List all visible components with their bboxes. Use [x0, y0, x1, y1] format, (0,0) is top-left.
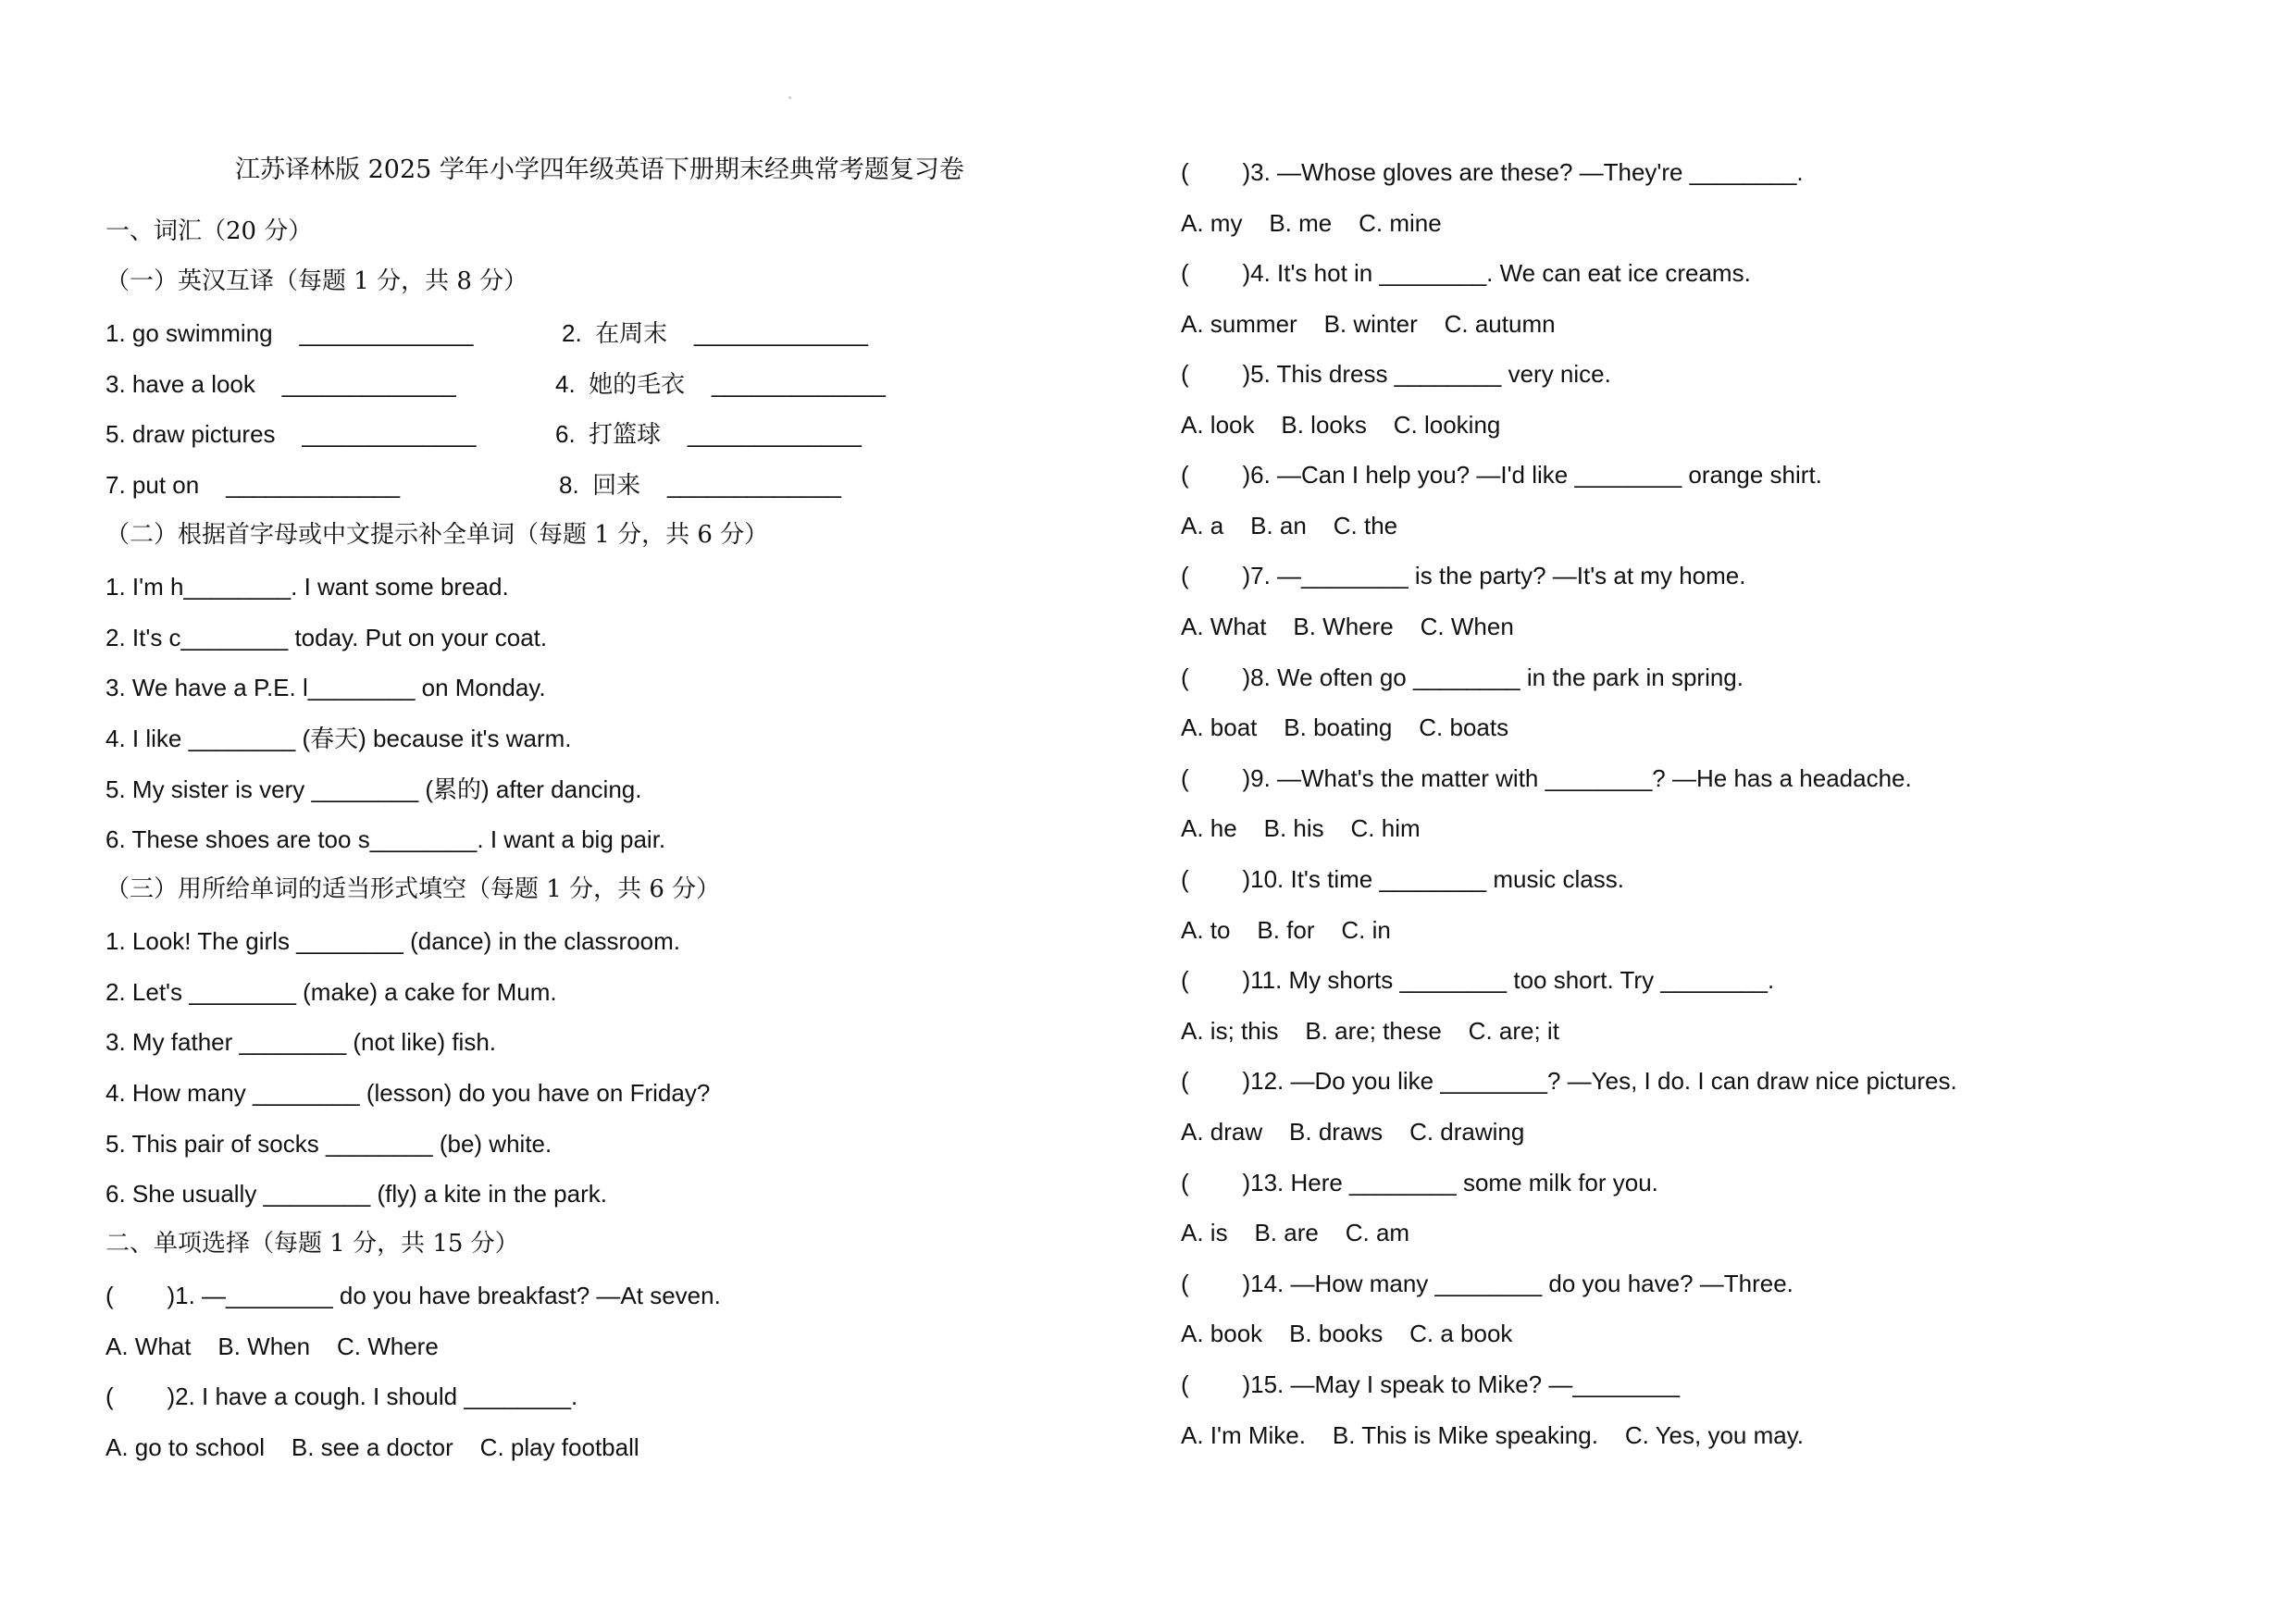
part2-heading: 二、单项选择（每题 1 分，共 15 分） [105, 1230, 519, 1258]
choice-options: A. he B. his C. him [1181, 814, 1421, 842]
translate-item: 5. draw pictures _____________ [105, 420, 477, 448]
sec2-heading: （二）根据首字母或中文提示补全单词（每题 1 分，共 6 分） [105, 521, 769, 549]
choice-options: A. What B. Where C. When [1181, 613, 1514, 640]
choice-question: ( )9. —What's the matter with ________? —He has a headache. [1181, 764, 1912, 792]
form-item: 6. She usually ________ (fly) a kite in the park. [105, 1180, 607, 1208]
choice-options: A. draw B. draws C. drawing [1181, 1118, 1525, 1146]
stray-dot [788, 96, 791, 99]
translate-item: 6. 打篮球 _____________ [555, 420, 863, 448]
fill-item: 2. It's c________ today. Put on your coat. [105, 624, 548, 651]
fill-item: 1. I'm h________. I want some bread. [105, 573, 509, 601]
choice-options: A. go to school B. see a doctor C. play football [105, 1433, 639, 1461]
choice-options: A. my B. me C. mine [1181, 209, 1442, 237]
choice-question: ( )15. —May I speak to Mike? —________ [1181, 1370, 1681, 1398]
choice-options: A. What B. When C. Where [105, 1333, 439, 1360]
fill-item: 5. My sister is very ________ (累的) after dancing. [105, 775, 642, 803]
translate-item: 1. go swimming _____________ [105, 319, 474, 347]
translate-item: 8. 回来 _____________ [559, 471, 842, 499]
form-item: 5. This pair of socks ________ (be) white. [105, 1130, 552, 1158]
sec1-heading: （一）英汉互译（每题 1 分，共 8 分） [105, 267, 528, 295]
choice-question: ( )12. —Do you like ________? —Yes, I do. I can draw nice pictures. [1181, 1067, 1957, 1095]
choice-options: A. look B. looks C. looking [1181, 411, 1501, 439]
choice-question: ( )1. —________ do you have breakfast? —At seven. [105, 1282, 721, 1309]
translate-item: 4. 她的毛衣 _____________ [555, 370, 887, 398]
fill-item: 6. These shoes are too s________. I want a big pair. [105, 825, 666, 853]
choice-question: ( )2. I have a cough. I should ________. [105, 1382, 578, 1410]
part1-heading: 一、词汇（20 分） [105, 217, 313, 245]
translate-item: 3. have a look _____________ [105, 370, 456, 398]
choice-options: A. a B. an C. the [1181, 512, 1398, 539]
translate-item: 7. put on _____________ [105, 471, 401, 499]
choice-question: ( )11. My shorts ________ too short. Try ________. [1181, 966, 1775, 994]
translate-item: 2. 在周末 _____________ [562, 319, 869, 347]
form-item: 3. My father ________ (not like) fish. [105, 1028, 497, 1056]
form-item: 2. Let's ________ (make) a cake for Mum. [105, 978, 557, 1006]
fill-item: 3. We have a P.E. l________ on Monday. [105, 674, 546, 701]
choice-question: ( )8. We often go ________ in the park in spring. [1181, 663, 1744, 691]
choice-question: ( )7. —________ is the party? —It's at my home. [1181, 562, 1746, 589]
choice-question: ( )10. It's time ________ music class. [1181, 865, 1624, 893]
fill-item: 4. I like ________ (春天) because it's warm. [105, 725, 572, 752]
choice-question: ( )4. It's hot in ________. We can eat ice creams. [1181, 259, 1751, 287]
page-title: 江苏译林版 2025 学年小学四年级英语下册期末经典常考题复习卷 [235, 155, 964, 184]
choice-question: ( )13. Here ________ some milk for you. [1181, 1169, 1658, 1196]
choice-question: ( )5. This dress ________ very nice. [1181, 360, 1611, 388]
choice-question: ( )3. —Whose gloves are these? —They're ________. [1181, 158, 1804, 186]
choice-options: A. is; this B. are; these C. are; it [1181, 1017, 1559, 1045]
form-item: 1. Look! The girls ________ (dance) in the classroom. [105, 927, 680, 955]
choice-options: A. to B. for C. in [1181, 916, 1391, 944]
choice-question: ( )14. —How many ________ do you have? —Three. [1181, 1270, 1793, 1297]
choice-options: A. is B. are C. am [1181, 1219, 1410, 1246]
sec3-heading: （三）用所给单词的适当形式填空（每题 1 分，共 6 分） [105, 875, 721, 903]
choice-options: A. I'm Mike. B. This is Mike speaking. C. Yes, you may. [1181, 1421, 1805, 1449]
choice-options: A. boat B. boating C. boats [1181, 713, 1509, 741]
choice-question: ( )6. —Can I help you? —I'd like ________ orange shirt. [1181, 461, 1822, 489]
choice-options: A. book B. books C. a book [1181, 1320, 1513, 1347]
choice-options: A. summer B. winter C. autumn [1181, 310, 1556, 338]
form-item: 4. How many ________ (lesson) do you have on Friday? [105, 1079, 711, 1107]
